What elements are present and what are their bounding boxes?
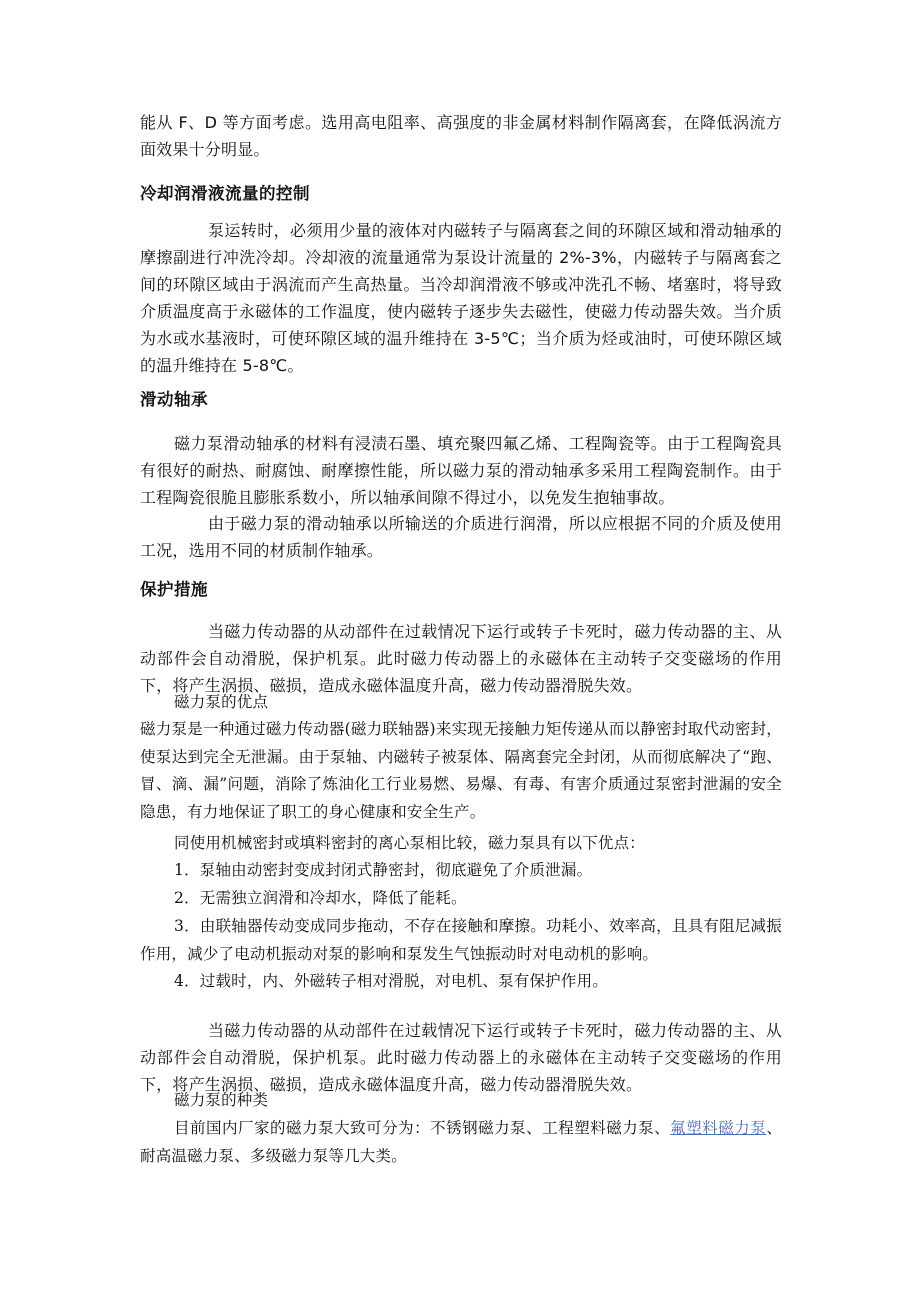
advantages-title: 磁力泵的优点 — [174, 693, 269, 711]
bearing-paragraph-2: 由于磁力泵的滑动轴承以所输送的介质进行润滑，所以应根据不同的介质及使用工况，选用不同的材质制作轴承。 — [140, 514, 782, 560]
cooling-heading: 冷却润滑液流量的控制 — [140, 184, 310, 203]
advantages-paragraph: 磁力泵是一种通过磁力传动器(磁力联轴器)来实现无接触力矩传递从而以静密封取代动密封，使泵达到完全无泄漏。由于泵轴、内磁转子被泵体、隔离套完全封闭，从而彻底解决了“跑、冒、滴、漏”问题，消除了炼油化工行业易燃、易爆、有毒、有害介质通过泵密封泄漏的安全隐患，有力地保证了职工的身心健康和安全生产。 — [140, 720, 782, 821]
protection-paragraph: 当磁力传动器的从动部件在过载情况下运行或转子卡死时，磁力传动器的主、从动部件会自动滑脱，保护机泵。此时磁力传动器上的永磁体在主动转子交变磁场的作用下，将产生涡损、磁损，造成永磁体温度升高，磁力传动器滑脱失效。 — [140, 622, 782, 695]
types-text-after-link: 、耐高温磁力泵、多级磁力泵等几大类。 — [140, 1119, 783, 1165]
types-paragraph — [140, 1115, 782, 1170]
advantages-intro: 同使用机械密封或填料密封的离心泵相比较，磁力泵具有以下优点： — [174, 834, 646, 852]
advantage-item-2: 2．无需独立润滑和冷却水，降低了能耗。 — [174, 889, 467, 907]
intro-paragraph: 能从 F、D 等方面考虑。选用高电阻率、高强度的非金属材料制作隔离套，在降低涡流方面效果十分明显。 — [140, 113, 782, 159]
cooling-paragraph: 泵运转时，必须用少量的液体对内磁转子与隔离套之间的环隙区域和滑动轴承的摩擦副进行冲洗冷却。冷却液的流量通常为泵设计流量的 2%-3%，内磁转子与隔离套之间的环隙区域由于涡流而产生高热量。当冷却润滑液不够或冲洗孔不畅、堵塞时，将导致介质温度高于永磁体的工作温度，使内磁转子逐步失去磁性，使磁力传动器失效。当介质为水或水基液时，可使环隙区域的温升维持在 3-5℃；当介质为烃或油时，可使环隙区域的温升维持在 5-8℃。 — [140, 221, 782, 375]
bearing-heading: 滑动轴承 — [140, 390, 208, 409]
bearing-paragraph-1: 磁力泵滑动轴承的材料有浸渍石墨、填充聚四氟乙烯、工程陶瓷等。由于工程陶瓷具有很好的耐热、耐腐蚀、耐摩擦性能，所以磁力泵的滑动轴承多采用工程陶瓷制作。由于工程陶瓷很脆且膨胀系数小，所以轴承间隙不得过小，以免发生抱轴事故。 — [140, 434, 782, 507]
advantages-repeat-paragraph: 当磁力传动器的从动部件在过载情况下运行或转子卡死时，磁力传动器的主、从动部件会自动滑脱，保护机泵。此时磁力传动器上的永磁体在主动转子交变磁场的作用下，将产生涡损、磁损，造成永磁体温度升高，磁力传动器滑脱失效。 — [140, 1021, 782, 1094]
types-title: 磁力泵的种类 — [174, 1091, 269, 1109]
protection-heading: 保护措施 — [140, 580, 208, 599]
fluoroplastic-pump-link[interactable]: 氟塑料磁力泵 — [670, 1119, 767, 1137]
advantage-item-4: 4．过载时，内、外磁转子相对滑脱，对电机、泵有保护作用。 — [174, 972, 608, 990]
advantage-item-3: 3．由联轴器传动变成同步拖动，不存在接触和摩擦。功耗小、效率高，且具有阻尼减振作用，减少了电动机振动对泵的影响和泵发生气蚀振动时对电动机的影响。 — [140, 917, 782, 963]
types-text-before-link: 目前国内厂家的磁力泵大致可分为：不锈钢磁力泵、工程塑料磁力泵、 — [174, 1119, 671, 1137]
advantage-item-1: 1．泵轴由动密封变成封闭式静密封，彻底避免了介质泄漏。 — [174, 861, 593, 879]
